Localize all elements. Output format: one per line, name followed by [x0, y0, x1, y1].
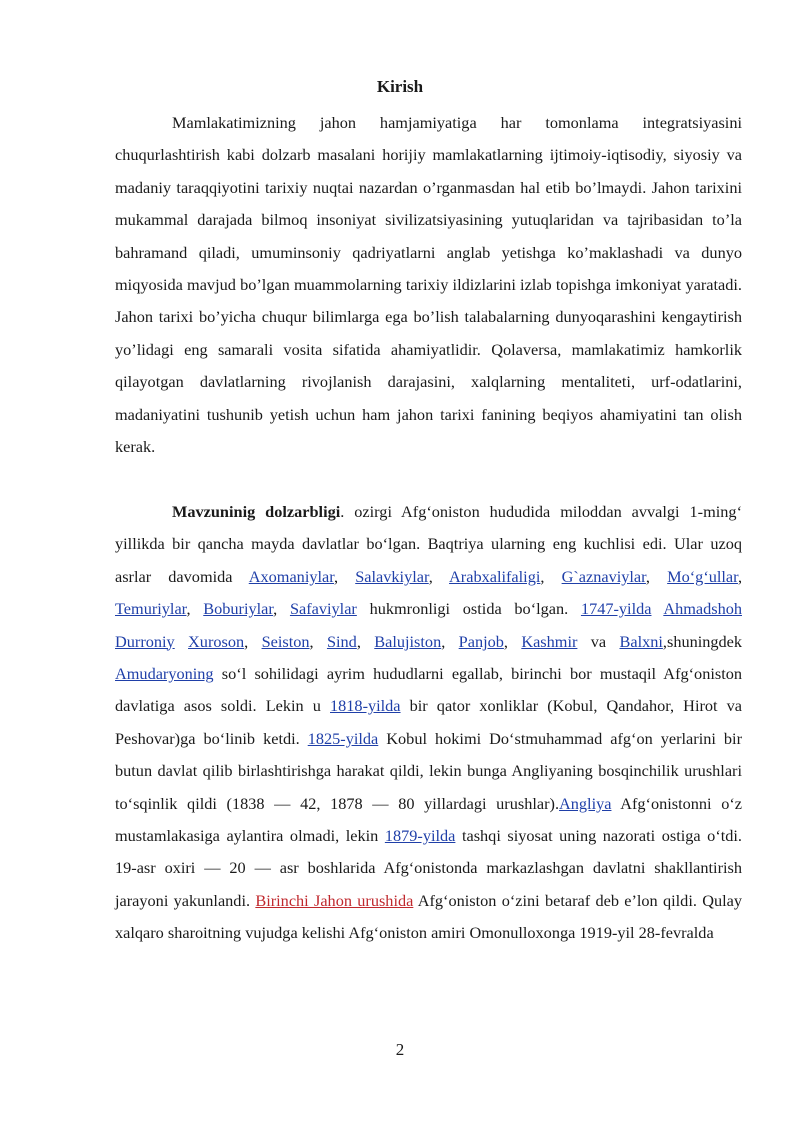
link-arabxalifaligi[interactable]: Arabxalifaligi: [449, 566, 541, 586]
paragraph-text: Kobul hokimi Doʻstmuhammad afgʻon yerlarini bir butun davlat qilib birlashtirishga harakat qildi, lekin bunga Angliyaning bosqinchilik urushlari toʻsqinlik qildi (1838 — 42, 1878 — 80 yillardagi urushlar).: [115, 728, 742, 813]
paragraph-lead: Mavzuninig dolzarbligi: [172, 502, 341, 521]
paragraph-text: tashqi siyosat uning nazorati ostiga oʻtdi. 19-asr oxiri — 20 — asr boshlarida Afgʻonistonda markazlashgan davlatni shakllantirish jarayoni yakunlandi.: [115, 826, 742, 910]
link-temuriylar[interactable]: Temuriylar: [115, 599, 187, 619]
paragraph-text: va: [577, 631, 620, 651]
link-boburiylar[interactable]: Boburiylar: [203, 599, 274, 619]
paragraph-text: ,: [244, 631, 262, 651]
link-1747-yilda[interactable]: 1747-yilda: [580, 599, 652, 619]
paragraph-text: soʻl sohilidagi ayrim hududlarni egallab, birinchi bor mustaqil Afgʻoniston davlatiga asos soldi. Lekin u: [115, 664, 742, 716]
link-safaviylar[interactable]: Safaviylar: [289, 599, 357, 619]
relevance-paragraph: [115, 496, 742, 950]
paragraph-text: bir qator xonliklar (Kobul, Qandahor, Hirot va Peshovar)ga boʻlinib ketdi.: [115, 696, 743, 748]
link-ahmadshoh-durroniy[interactable]: Ahmadshoh Durroniy: [115, 599, 742, 651]
paragraph-text: . ozirgi Afgʻoniston hududida miloddan avvalgi 1-mingʻ yillikda bir qancha mayda davlatlar boʻlgan. Baqtriya ularning eng kuchlisi edi. Ular uzoq asrlar davomida: [115, 502, 742, 586]
paragraph-text: Afgʻonistonni oʻz mustamlakasiga aylantira olmadi, lekin: [115, 793, 742, 846]
paragraph-text: ,: [309, 631, 327, 651]
paragraph-text: ,: [645, 566, 668, 586]
link-angliya[interactable]: Angliya: [559, 793, 612, 813]
intro-paragraph: Mamlakatimizning jahon hamjamiyatiga har tomonlama integratsiyasini chuqurlashtirish kabi dolzarb masalani horijiy mamlakatlarning ijtimoiy-iqtisodiy, siyosiy va madaniy taraqqiyotini tarixiy nuqtai nazardan o’rganmasdan hal etib bo’lmaydi. Jahon tarixini mukammal darajada bilmoq insoniyat sivilizatsiyasining yutuqlaridan va tajribasidan to’la bahramand qiladi, umuminsoniy qadriyatlarni anglab yetishga ko’maklashadi va dunyo miqyosida mavjud bo’lgan muammolarning tarixiy ildizlarini izlab topishga imkoniyat yaratadi. Jahon tarixi bo’yicha chuqur bilimlarga ega bo’lish talabalarning dunyoqarashini kengaytirish yo’lidagi eng samarali vosita sifatida ahamiyatlidir. Qolaversa, mamlakatimiz hamkorlik qilayotgan davlatlarning rivojlanish darajasini, xalqlarning mentaliteti, urf-odatlarini, madaniyatini tushunib yetish uchun ham jahon tarixi fanining beqiyos ahamiyatini tan olish kerak.: [115, 113, 742, 457]
link-gaznaviylar[interactable]: G`aznaviylar: [561, 566, 646, 586]
link-mugullar[interactable]: Moʻgʻullar: [667, 566, 738, 586]
paragraph-text: ,: [186, 599, 204, 619]
link-panjob[interactable]: Panjob: [458, 631, 504, 651]
paragraph-text: ,: [356, 631, 375, 651]
link-axomaniylar[interactable]: Axomaniylar: [248, 566, 335, 586]
link-1818-yilda[interactable]: 1818-yilda: [330, 696, 401, 716]
paragraph-text: ,: [441, 631, 459, 651]
link-xuroson[interactable]: Xuroson: [188, 631, 245, 651]
link-sind[interactable]: Sind: [326, 631, 357, 651]
paragraph-text: Afgʻoniston oʻzini betaraf deb eʼlon qildi. Qulay xalqaro sharoitning vujudga kelishi Afgʻoniston amiri Omonulloxonga 1919-yil 28-fevralda: [115, 890, 742, 943]
paragraph-text: ,: [737, 566, 743, 586]
paragraph-text: ,: [428, 566, 450, 586]
paragraph-text: hukmronligi ostida boʻlgan.: [356, 599, 581, 619]
link-kashmir[interactable]: Kashmir: [521, 631, 578, 651]
paragraph-text: ,: [503, 631, 522, 651]
link-1825-yilda[interactable]: 1825-yilda: [307, 728, 379, 748]
link-seiston[interactable]: Seiston: [261, 631, 310, 651]
link-balujiston[interactable]: Balujiston: [374, 631, 442, 651]
paragraph-text: ,shuningdek: [662, 631, 743, 651]
paragraph-text: ,: [273, 599, 290, 619]
page-number: 2: [395, 1040, 405, 1059]
link-birinchi-jahon-urushida[interactable]: Birinchi Jahon urushida: [255, 890, 414, 910]
paragraph-text: ,: [540, 566, 562, 586]
section-title: Kirish: [376, 77, 424, 96]
link-salavkiylar[interactable]: Salavkiylar: [355, 566, 429, 586]
paragraph-text: [175, 632, 188, 651]
link-amudaryoning[interactable]: Amudaryoning: [115, 664, 214, 684]
paragraph-text: [651, 599, 663, 618]
link-balxni[interactable]: Balxni: [619, 631, 663, 651]
paragraph-text: ,: [334, 566, 356, 586]
link-1879-yilda[interactable]: 1879-yilda: [384, 826, 456, 846]
